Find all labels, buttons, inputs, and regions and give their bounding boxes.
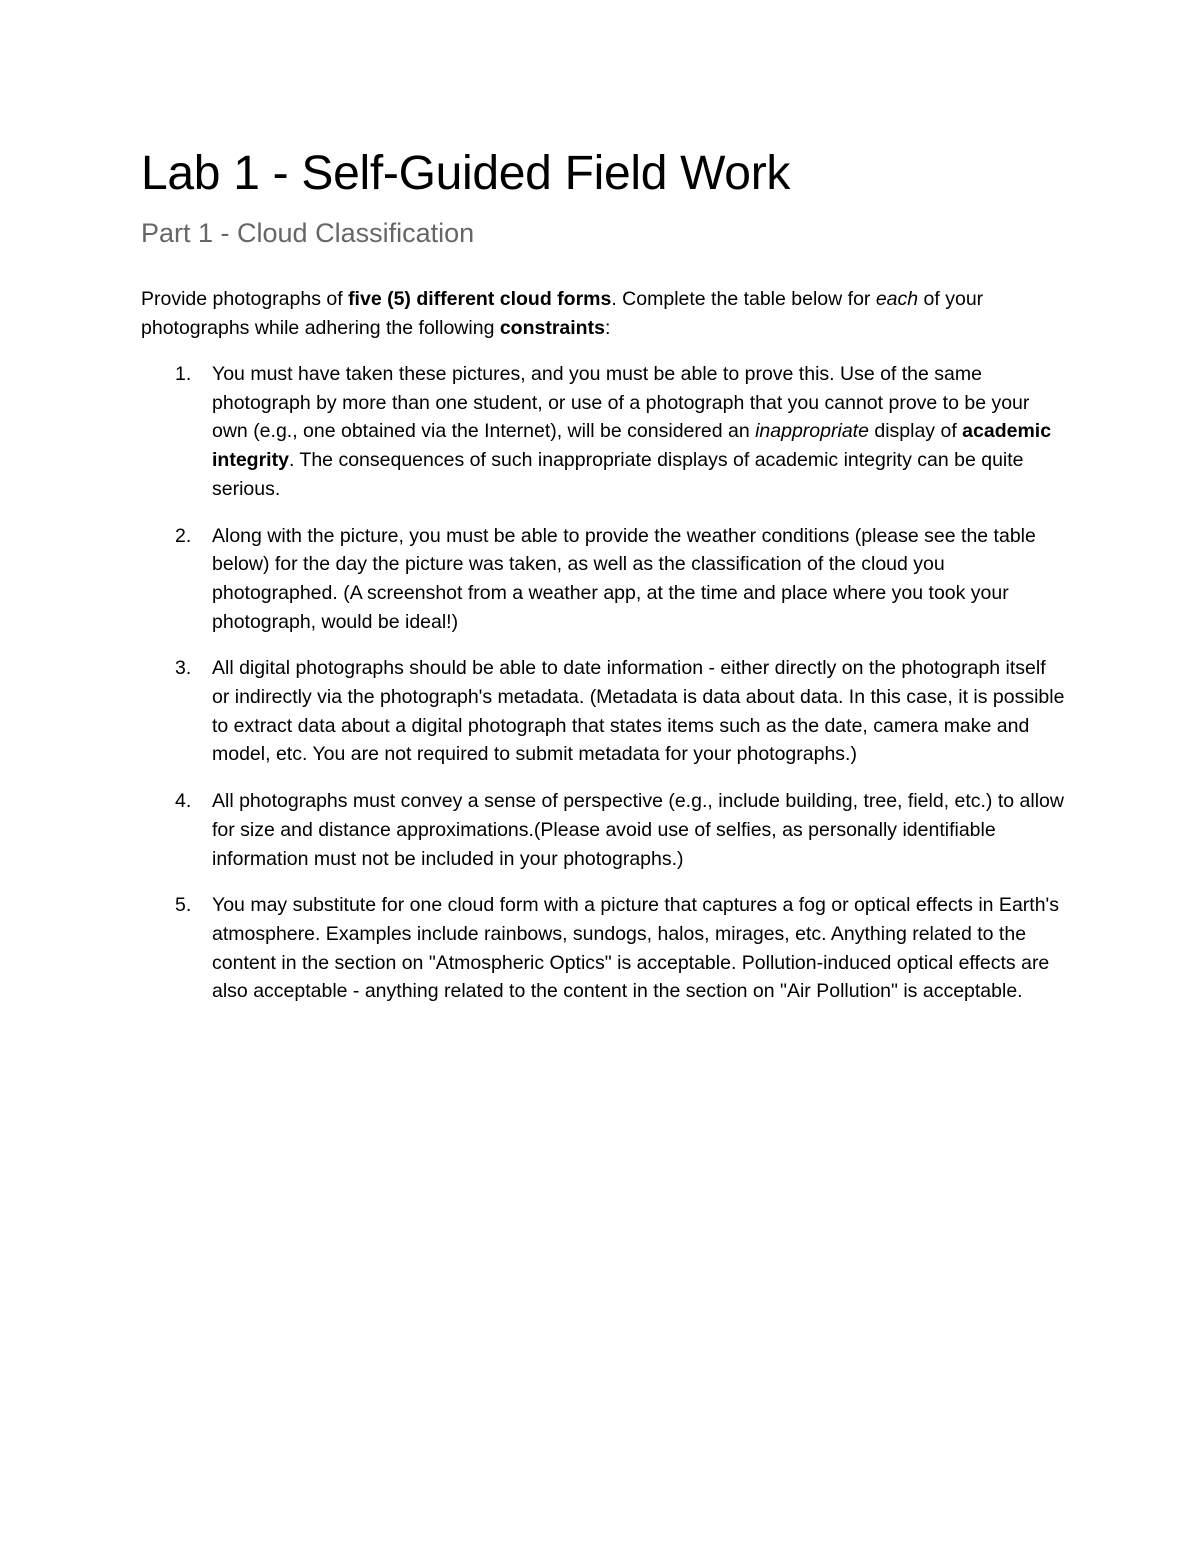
list-item-text: You may substitute for one cloud form with a picture that captures a fog or optical effects in Earth's atmosphere. Examples include rainbows, sundogs, halos, mirages, etc. Anything related to the content in the section on "Atmospheric Optics" is acceptable. Pollution-induced optical effects are also acceptable - anything related to the content in the section on "Air Pollution" is acceptable. (212, 894, 1060, 1003)
list-item-italic-text: inappropriate (755, 420, 869, 443)
list-item-text: display of (868, 420, 963, 443)
list-item (141, 522, 1066, 637)
list-item (141, 360, 1066, 504)
intro-text: . Complete the table below for (611, 288, 876, 310)
document-content (141, 143, 1066, 1024)
intro-italic-text: each (875, 288, 919, 310)
page-title: Lab 1 - Self-Guided Field Work (141, 147, 791, 200)
intro-text: : (604, 316, 611, 339)
list-item (141, 891, 1066, 1006)
intro-bold-text: constraints (499, 316, 605, 339)
list-item-text: . The consequences of such inappropriate displays of academic integrity can be quite serious. (212, 449, 1024, 500)
list-item-number: 3. (175, 657, 192, 680)
list-item-text: All photographs must convey a sense of perspective (e.g., include building, tree, field, etc.) to allow for size and distance approximations.(Please avoid use of selfies, as personally identifiable information must not be included in your photographs.) (212, 790, 1064, 870)
list-item-number: 1. (175, 363, 192, 385)
list-item-number: 4. (175, 790, 192, 813)
intro-text: Provide photographs of (141, 288, 349, 310)
list-item (141, 787, 1066, 873)
intro-bold-text: five (5) different cloud forms (348, 288, 612, 310)
list-item-number: 2. (175, 524, 192, 547)
list-item-bold-text: academic integrity (212, 420, 1052, 472)
list-item-text: Along with the picture, you must be able to provide the weather conditions (please see the table below) for the day the picture was taken, as well as the classification of the cloud you photographed. (A screenshot from a weather app, at the time and place where you took your photograph, would be ideal!) (212, 524, 1036, 633)
intro-paragraph (141, 285, 1066, 342)
section-subtitle: Part 1 - Cloud Classification (141, 218, 475, 248)
list-item-text: You must have taken these pictures, and you must be able to prove this. Use of the same photograph by more than one student, or use of a photograph that you cannot prove to be your own (e.g., one obtained via the Internet), will be considered an (212, 363, 1030, 443)
constraints-list (141, 360, 1066, 1006)
list-item-text: All digital photographs should be able to date information - either directly on the photograph itself or indirectly via the photograph's metadata. (Metadata is data about data. In this case, it is possible to extract data about a digital photograph that states items such as the date, camera make and model, etc. You are not required to submit metadata for your photographs.) (212, 657, 1065, 766)
list-item-number: 5. (175, 894, 192, 917)
intro-text: of your photographs while adhering the following (141, 288, 984, 339)
list-item (141, 654, 1066, 769)
